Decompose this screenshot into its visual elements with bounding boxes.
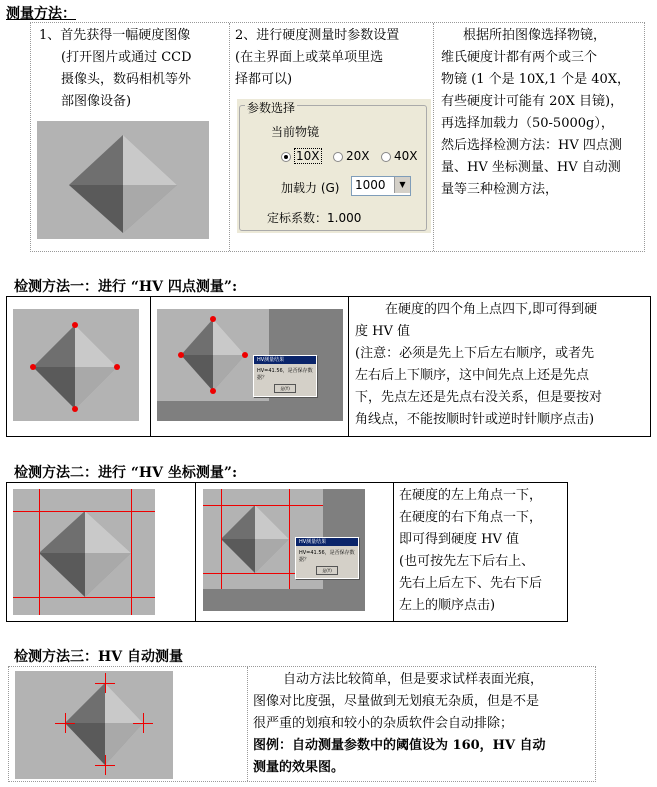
method1-text: 在硬度的四个角上点四下,即可得到硬 度 HV 值 (注意：必须是先上下后左右顺序，或者先 左右后上下顺序，这中间先点上还是先点 下，先点左还是先点右没关系，但是要按对 角线点，不能按顺时针或逆时针顺序点击) bbox=[355, 302, 603, 427]
section-title-method1: 检测方法一：进行 “HV 四点测量”: bbox=[14, 279, 238, 295]
load-select[interactable]: 1000 ▼ bbox=[351, 176, 411, 196]
red-guide-line bbox=[131, 489, 132, 615]
red-guide-line bbox=[13, 597, 155, 598]
red-guide-line bbox=[13, 511, 155, 512]
marker-dot bbox=[72, 406, 78, 412]
radio-icon bbox=[281, 152, 291, 162]
confirm-button[interactable]: 是(Y) bbox=[274, 384, 296, 393]
table-setup bbox=[30, 22, 645, 252]
radio-icon bbox=[381, 152, 391, 162]
step2-text: 2、进行硬度测量时参数设置 (在主界面上或菜单项里选 择都可以) bbox=[235, 28, 400, 87]
table-method3 bbox=[8, 666, 596, 782]
section-title-methods: 测量方法： bbox=[6, 6, 76, 22]
coef-row: 定标系数：1.000 bbox=[267, 211, 362, 225]
confirm-button[interactable]: 是(Y) bbox=[316, 566, 338, 575]
chevron-down-icon[interactable]: ▼ bbox=[394, 177, 410, 193]
lens-option-20x[interactable]: 20X bbox=[333, 149, 370, 163]
param-legend: 参数选择 bbox=[247, 101, 296, 115]
hardness-image bbox=[37, 121, 209, 239]
image-auto bbox=[15, 671, 173, 779]
section-title-method3: 检测方法三：HV 自动测量 bbox=[14, 649, 183, 665]
red-guide-line bbox=[39, 489, 40, 615]
lens-option-10x[interactable]: 10X bbox=[281, 149, 322, 163]
step3-text: 根据所拍图像选择物镜， 维氏硬度计都有两个或三个 物镜 (1 个是 10X,1 个是 40X， 有些硬度计可能有 20X 目镜)， 再选择加载力（50-5000g）， 然后选择检测方法：HV 四点测 量、HV 坐标测量、HV 自动测 量等三种检测方法， bbox=[441, 28, 631, 197]
method2-text: 在硬度的左上角点一下， 在硬度的右下角点一下， 即可得到硬度 HV 值 (也可按先左下后右上、 先右上后左下、先右下后 左上的顺序点击) bbox=[399, 488, 543, 613]
marker-dot bbox=[30, 364, 36, 370]
image-coordinate bbox=[13, 489, 155, 615]
image-four-point-result bbox=[157, 309, 343, 421]
lens-label: 当前物镜 bbox=[271, 125, 320, 139]
image-four-point bbox=[13, 309, 139, 421]
method3-text: 自动方法比较简单，但是要求试样表面光痕， 图像对比度强，尽量做到无划痕无杂质，但是不是 很严重的划痕和较小的杂质软件会自动排除； 图例：自动测量参数中的阈值设为 160，HV 自动 测量的效果图。 bbox=[253, 672, 546, 775]
lens-option-40x[interactable]: 40X bbox=[381, 149, 418, 163]
marker-dot bbox=[72, 322, 78, 328]
section-title-method2: 检测方法二：进行 “HV 坐标测量”: bbox=[14, 465, 238, 481]
image-coordinate-result bbox=[203, 489, 365, 611]
radio-icon bbox=[333, 152, 343, 162]
step1-text: 1、首先获得一幅硬度图像 (打开图片或通过 CCD 摄像头，数码相机等外 部图像设备) bbox=[39, 28, 192, 109]
table-method1 bbox=[6, 296, 651, 437]
result-dialog: HV测量结果 HV=41.56，是否保存数据？ 是(Y) bbox=[253, 355, 317, 397]
param-panel bbox=[237, 99, 431, 233]
marker-dot bbox=[114, 364, 120, 370]
load-label: 加载力 (G) bbox=[281, 181, 340, 195]
table-method2 bbox=[6, 482, 568, 622]
result-dialog: HV测量结果 HV=41.56，是否保存数据？ 是(Y) bbox=[295, 537, 359, 579]
